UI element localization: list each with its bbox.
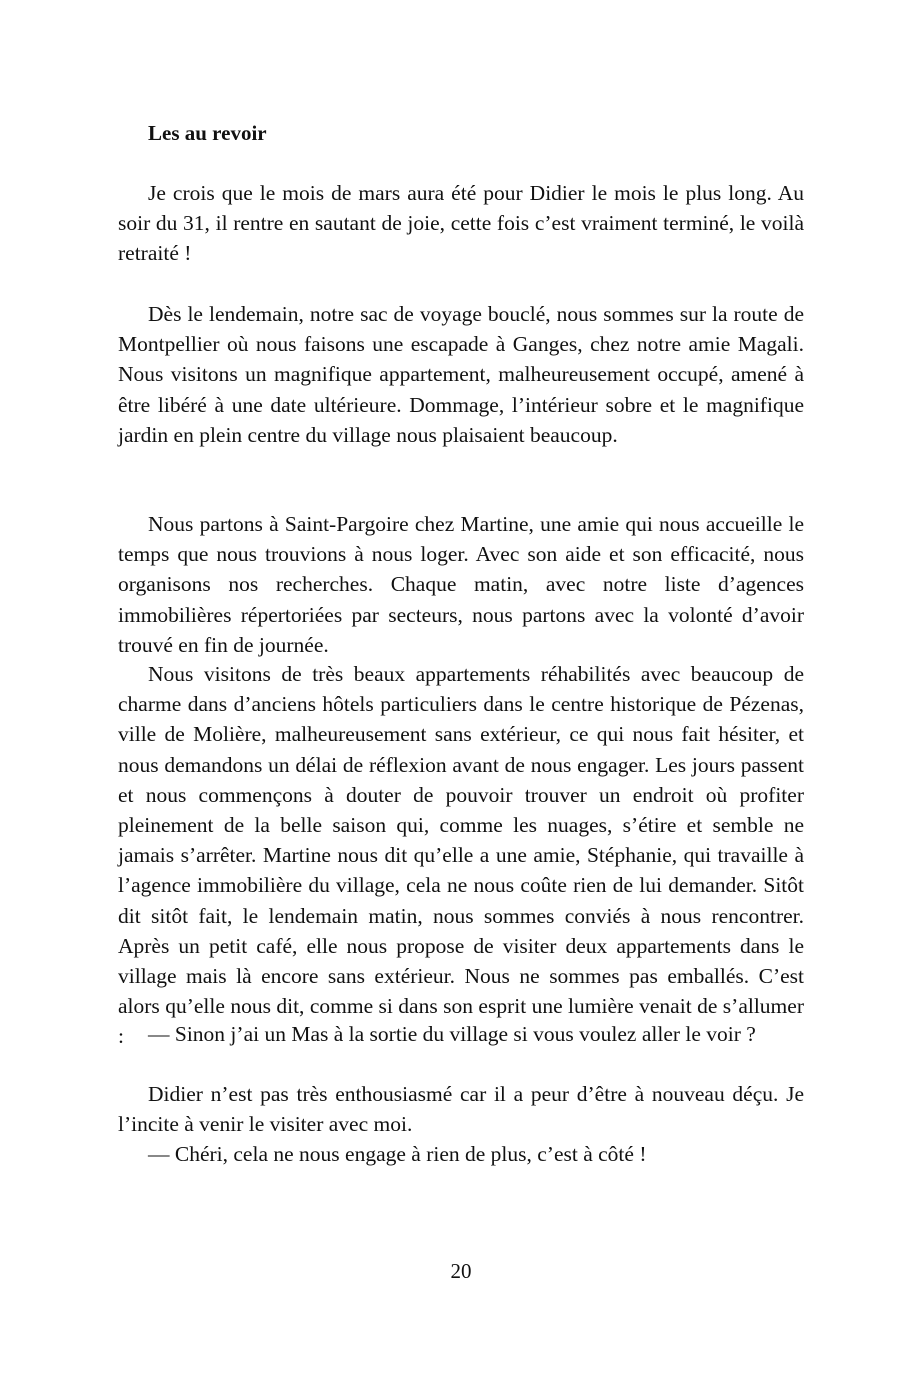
dialogue-line: — Chéri, cela ne nous engage à rien de plus, c’est à côté !: [148, 1142, 647, 1166]
paragraph: Nous partons à Saint-Pargoire chez Martine, une amie qui nous accueille le temps que nous trouvions à nous loger. Avec son aide et son efficacité, nous organisons nos recherches. Chaque matin, avec notre liste d’agences immobilières répertoriées par secteurs, nous partons avec la volonté d’avoir trouvé en fin de journée.: [118, 512, 804, 657]
paragraph: Nous visitons de très beaux appartements réhabilités avec beaucoup de charme dans d’anciens hôtels particuliers dans le centre historique de Pézenas, ville de Molière, malheureusement sans extérieur, ce qui nous fait hésiter, et nous demandons un délai de réflexion avant de nous engager. Les jours passent et nous commençons à douter de pouvoir trouver un endroit où profiter pleinement de la belle saison qui, comme les nuages, s’étire et semble ne jamais s’arrêter. Martine nous dit qu’elle a une amie, Stéphanie, qui travaille à l’agence immobilière du village, cela ne nous coûte rien de lui demander. Sitôt dit sitôt fait, le lendemain matin, nous sommes conviés à nous rencontrer. Après un petit café, elle nous propose de visiter deux appartements dans le village mais là encore sans extérieur. Nous ne sommes pas emballés. C’est alors qu’elle nous dit, comme si dans son esprit une lumière venait de s’allumer :: [118, 662, 804, 1049]
page-number: 20: [450, 1259, 472, 1283]
dialogue-line: — Sinon j’ai un Mas à la sortie du village si vous voulez aller le voir ?: [148, 1022, 756, 1046]
paragraph: Dès le lendemain, notre sac de voyage bouclé, nous sommes sur la route de Montpellier où nous faisons une escapade à Ganges, chez notre amie Magali. Nous visitons un magnifique appartement, malheureusement occupé, amené à être libéré à une date ultérieure. Dommage, l’intérieur sobre et le magnifique jardin en plein centre du village nous plaisaient beaucoup.: [118, 302, 804, 447]
paragraph: Didier n’est pas très enthousiasmé car il a peur d’être à nouveau déçu. Je l’incite à venir le visiter avec moi.: [118, 1082, 804, 1137]
book-page: [118, 0, 804, 1381]
chapter-heading: Les au revoir: [148, 121, 267, 145]
paragraph: Je crois que le mois de mars aura été pour Didier le mois le plus long. Au soir du 31, il rentre en sautant de joie, cette fois c’est vraiment terminé, le voilà retraité !: [118, 181, 804, 266]
